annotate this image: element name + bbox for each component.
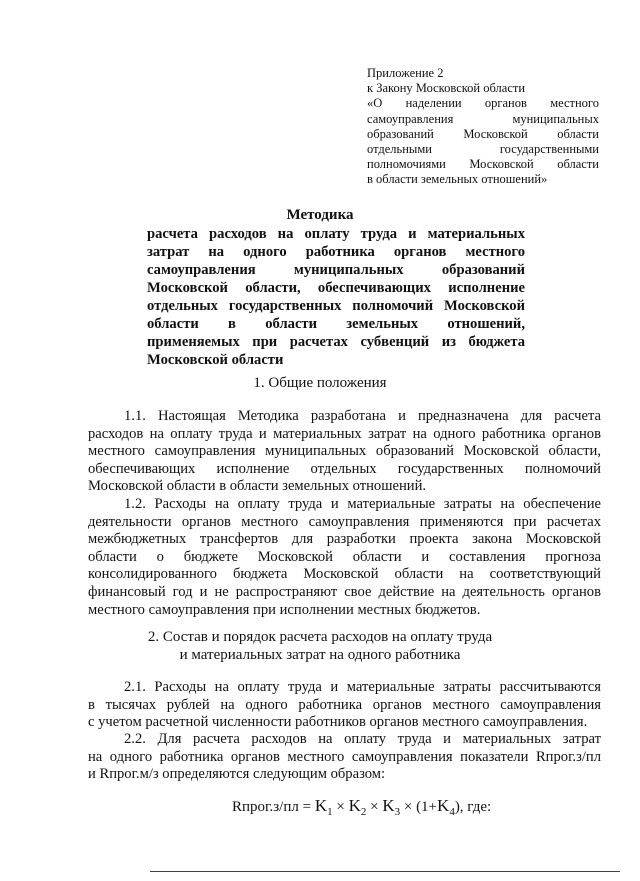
annex-line: к Закону Московской области [367, 81, 526, 96]
text-line: деятельности органов местного самоуправления применяются при расчетах [88, 513, 601, 530]
text-line: 2.2. Для расчета расходов на оплату труда и материальных затрат [124, 731, 601, 747]
section1-heading: 1. Общие положения [253, 375, 387, 391]
text-line: и Rпрог.м/з определяются следующим образом: [88, 766, 386, 783]
formula-times: × [332, 799, 349, 815]
text-line: 1.1. Настоящая Методика разработана и предназначена для расчета [124, 408, 601, 424]
annex-block [367, 66, 599, 188]
text-line: расходов на оплату труда и материальных затрат на одного работника органов [88, 425, 601, 442]
text-line: межбюджетных трансфертов для разработки проекта закона Московской [88, 531, 601, 548]
text-line: местного самоуправления муниципальных образований Московской области, [88, 443, 601, 460]
annex-line: Приложение 2 [367, 66, 444, 80]
formula-times: × [366, 799, 383, 815]
heading-line: 2. Состав и порядок расчета расходов на оплату труда [147, 629, 493, 645]
methodology-title: Методика [286, 207, 354, 223]
paragraph-2-1 [88, 679, 601, 732]
text-line: 2.1. Расходы на оплату труда и материальные затраты рассчитываются [124, 679, 601, 695]
formula-k2: K [348, 796, 361, 815]
formula-lhs: Rпрог.з/пл = [232, 799, 315, 815]
annex-line: образований Московской области [367, 126, 599, 141]
text-line: местного самоуправления при исполнении местных бюджетов. [88, 601, 481, 618]
subtitle-line: отдельных государственных полномочий Московской [147, 298, 525, 314]
subtitle-line: применяемых при расчетах субвенций из бюджета [147, 334, 525, 350]
paragraph-1-1 [88, 408, 601, 496]
annex-line: отдельными государственными [367, 142, 599, 157]
formula-sub: 2 [360, 806, 367, 818]
formula-k3: K [382, 796, 395, 815]
annex-line: «О наделении органов местного [367, 96, 599, 111]
text-line: консолидированного бюджета Московской области на соответствующий [88, 566, 601, 583]
heading-line: и материальных затрат на одного работника [179, 647, 461, 663]
formula-k1: K [314, 796, 328, 815]
text-line: Московской области в области земельных отношений. [88, 478, 427, 495]
text-line: в тысячах рублей на одного работника органов местного самоуправления [88, 696, 601, 713]
formula-sub: 3 [394, 806, 401, 818]
page-bottom-rule [150, 871, 620, 872]
annex-line: полномочиями Московской области [367, 157, 599, 172]
formula [232, 796, 491, 818]
paragraph-2-2 [88, 731, 601, 784]
subtitle-line: самоуправления муниципальных образований [147, 262, 525, 278]
formula-sub: 1 [327, 806, 333, 818]
annex-line: в области земельных отношений» [367, 172, 548, 187]
methodology-subtitle [147, 225, 525, 369]
subtitle-line: затрат на одного работника органов местного [147, 244, 525, 260]
text-line: финансовый год и не распространяют свое действие на деятельность органов [88, 583, 601, 600]
subtitle-line: Московской области [147, 352, 284, 368]
section2-heading [0, 628, 640, 664]
subtitle-line: расчета расходов на оплату труда и материальных [147, 226, 525, 242]
text-line: области о бюджете Московской области и составления прогноза [88, 548, 601, 565]
subtitle-line: Московской области, обеспечивающих исполнение [147, 280, 525, 296]
text-line: 1.2. Расходы на оплату труда и материальные затраты на обеспечение [124, 496, 601, 512]
text-line: с учетом расчетной численности работников органов местного самоуправления. [88, 714, 588, 731]
text-line: обеспечивающих исполнение отдельных государственных полномочий [88, 460, 601, 477]
annex-line: самоуправления муниципальных [367, 111, 599, 126]
subtitle-line: области в области земельных отношений, [147, 316, 525, 332]
formula-close: ), где: [454, 799, 492, 815]
text-line: на одного работника органов местного самоуправления показатели Rпрог.з/пл [88, 748, 601, 765]
paragraph-1-2 [88, 496, 601, 619]
formula-k4: K [437, 796, 450, 815]
formula-open: (1+ [416, 799, 438, 815]
formula-sub: 4 [449, 806, 455, 818]
formula-times: × [400, 799, 417, 815]
